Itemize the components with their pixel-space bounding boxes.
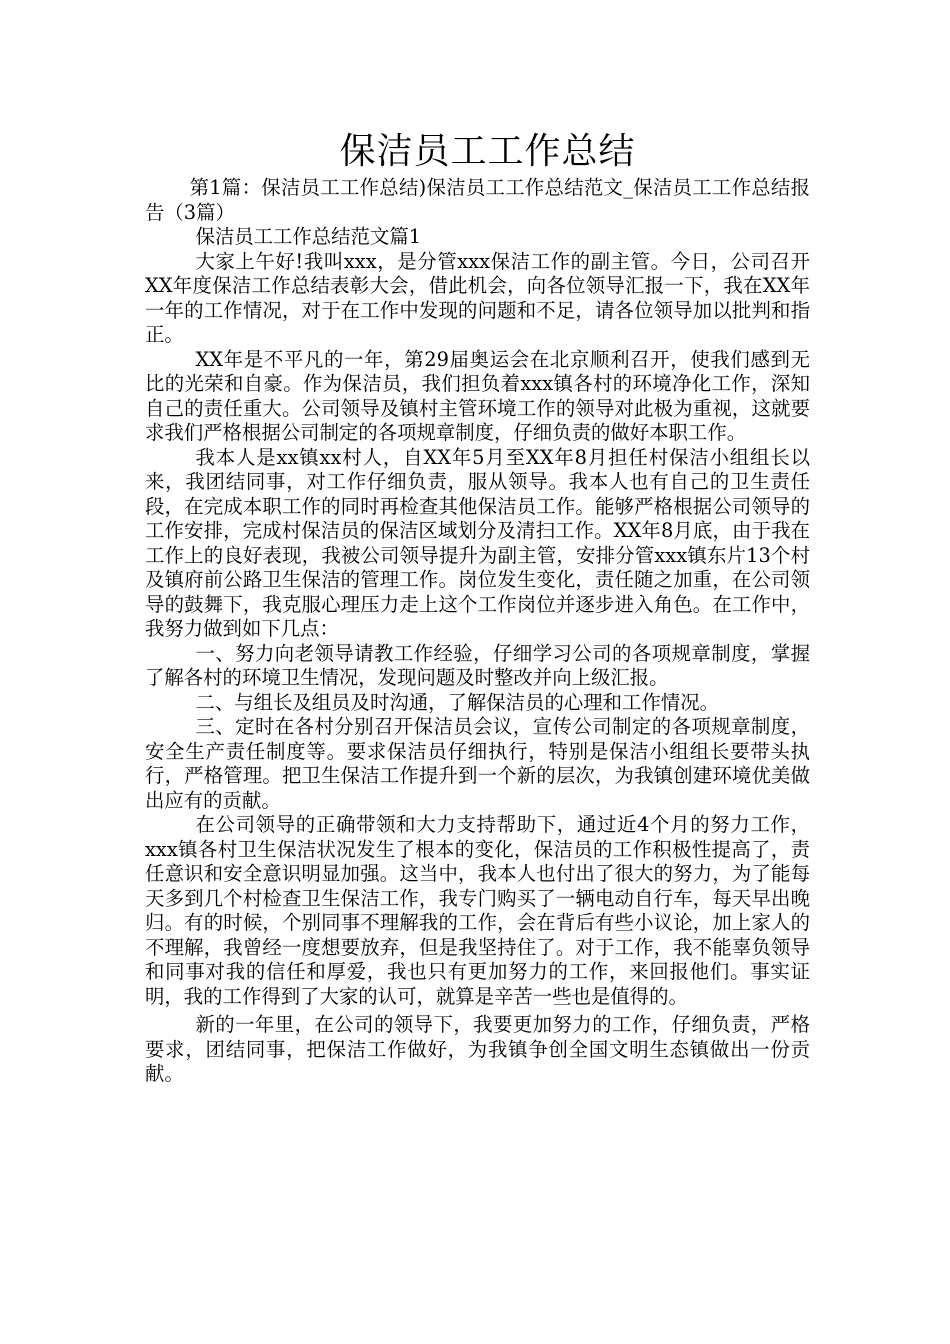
paragraph: 二、与组长及组员及时沟通，了解保洁员的心理和工作情况。	[195, 690, 719, 714]
document-page	[145, 128, 810, 1087]
paragraph: XX年是不平凡的一年，第29届奥运会在北京顺利召开，使我们感到无比的光荣和自豪。作为保洁员，我们担负着xxx镇各村的环境净化工作，深知自己的责任重大。公司领导及镇村主管环境工作的领导对此极为重视，这就要求我们严格根据公司制定的各项规章制度，仔细负责的做好本职工作。	[145, 347, 810, 444]
paragraph: 一、努力向老领导请教工作经验，仔细学习公司的各项规章制度，掌握了解各村的环境卫生情况，发现问题及时整改并向上级汇报。	[145, 641, 810, 689]
paragraph: 三、定时在各村分别召开保洁员会议，宣传公司制定的各项规章制度，安全生产责任制度等。要求保洁员仔细执行，特别是保洁小组组长要带头执行，严格管理。把卫生保洁工作提升到一个新的层次，为我镇创建环境优美做出应有的贡献。	[145, 715, 810, 812]
paragraph: 新的一年里，在公司的领导下，我要更加努力的工作，仔细负责，严格要求，团结同事，把保洁工作做好，为我镇争创全国文明生态镇做出一份贡献。	[145, 1013, 810, 1085]
paragraph: 在公司领导的正确带领和大力支持帮助下，通过近4个月的努力工作，xxx镇各村卫生保洁状况发生了根本的变化，保洁员的工作积极性提高了，责任意识和安全意识明显加强。这当中，我本人也付出了很大的努力，为了能每天多到几个村检查卫生保洁工作，我专门购买了一辆电动自行车，每天早出晚归。有的时候，个别同事不理解我的工作，会在背后有些小议论，加上家人的不理解，我曾经一度想要放弃，但是我坚持住了。对于工作，我不能辜负领导和同事对我的信任和厚爱，我也只有更加努力的工作，来回报他们。事实证明，我的工作得到了大家的认可，就算是辛苦一些也是值得的。	[145, 813, 810, 1008]
paragraph: 大家上午好!我叫xxx，是分管xxx保洁工作的副主管。今日，公司召开XX年度保洁工作总结表彰大会，借此机会，向各位领导汇报一下，我在XX年一年的工作情况，对于在工作中发现的问题和不足，请各位领导加以批判和指正。	[145, 249, 810, 346]
paragraph-subtitle: 保洁员工工作总结范文篇1	[195, 225, 422, 248]
document-title: 保洁员工工作总结	[339, 131, 636, 172]
paragraph: 我本人是xx镇xx村人，自XX年5月至XX年8月担任村保洁小组组长以来，我团结同事，对工作仔细负责，服从领导。我本人也有自己的卫生责任段，在完成本职工作的同时再检查其他保洁员工作。能够严格根据公司领导的工作安排，完成村保洁员的保洁区域划分及清扫工作。XX年8月底，由于我在工作上的良好表现，我被公司领导提升为副主管，安排分管xxx镇东片13个村及镇府前公路卫生保洁的管理工作。岗位发生变化，责任随之加重，在公司领导的鼓舞下，我克服心理压力走上这个工作岗位并逐步进入角色。在工作中，我努力做到如下几点：	[145, 445, 810, 640]
paragraph-heading: 第1篇：保洁员工工作总结)保洁员工工作总结范文_保洁员工工作总结报告（3篇）	[145, 176, 810, 224]
